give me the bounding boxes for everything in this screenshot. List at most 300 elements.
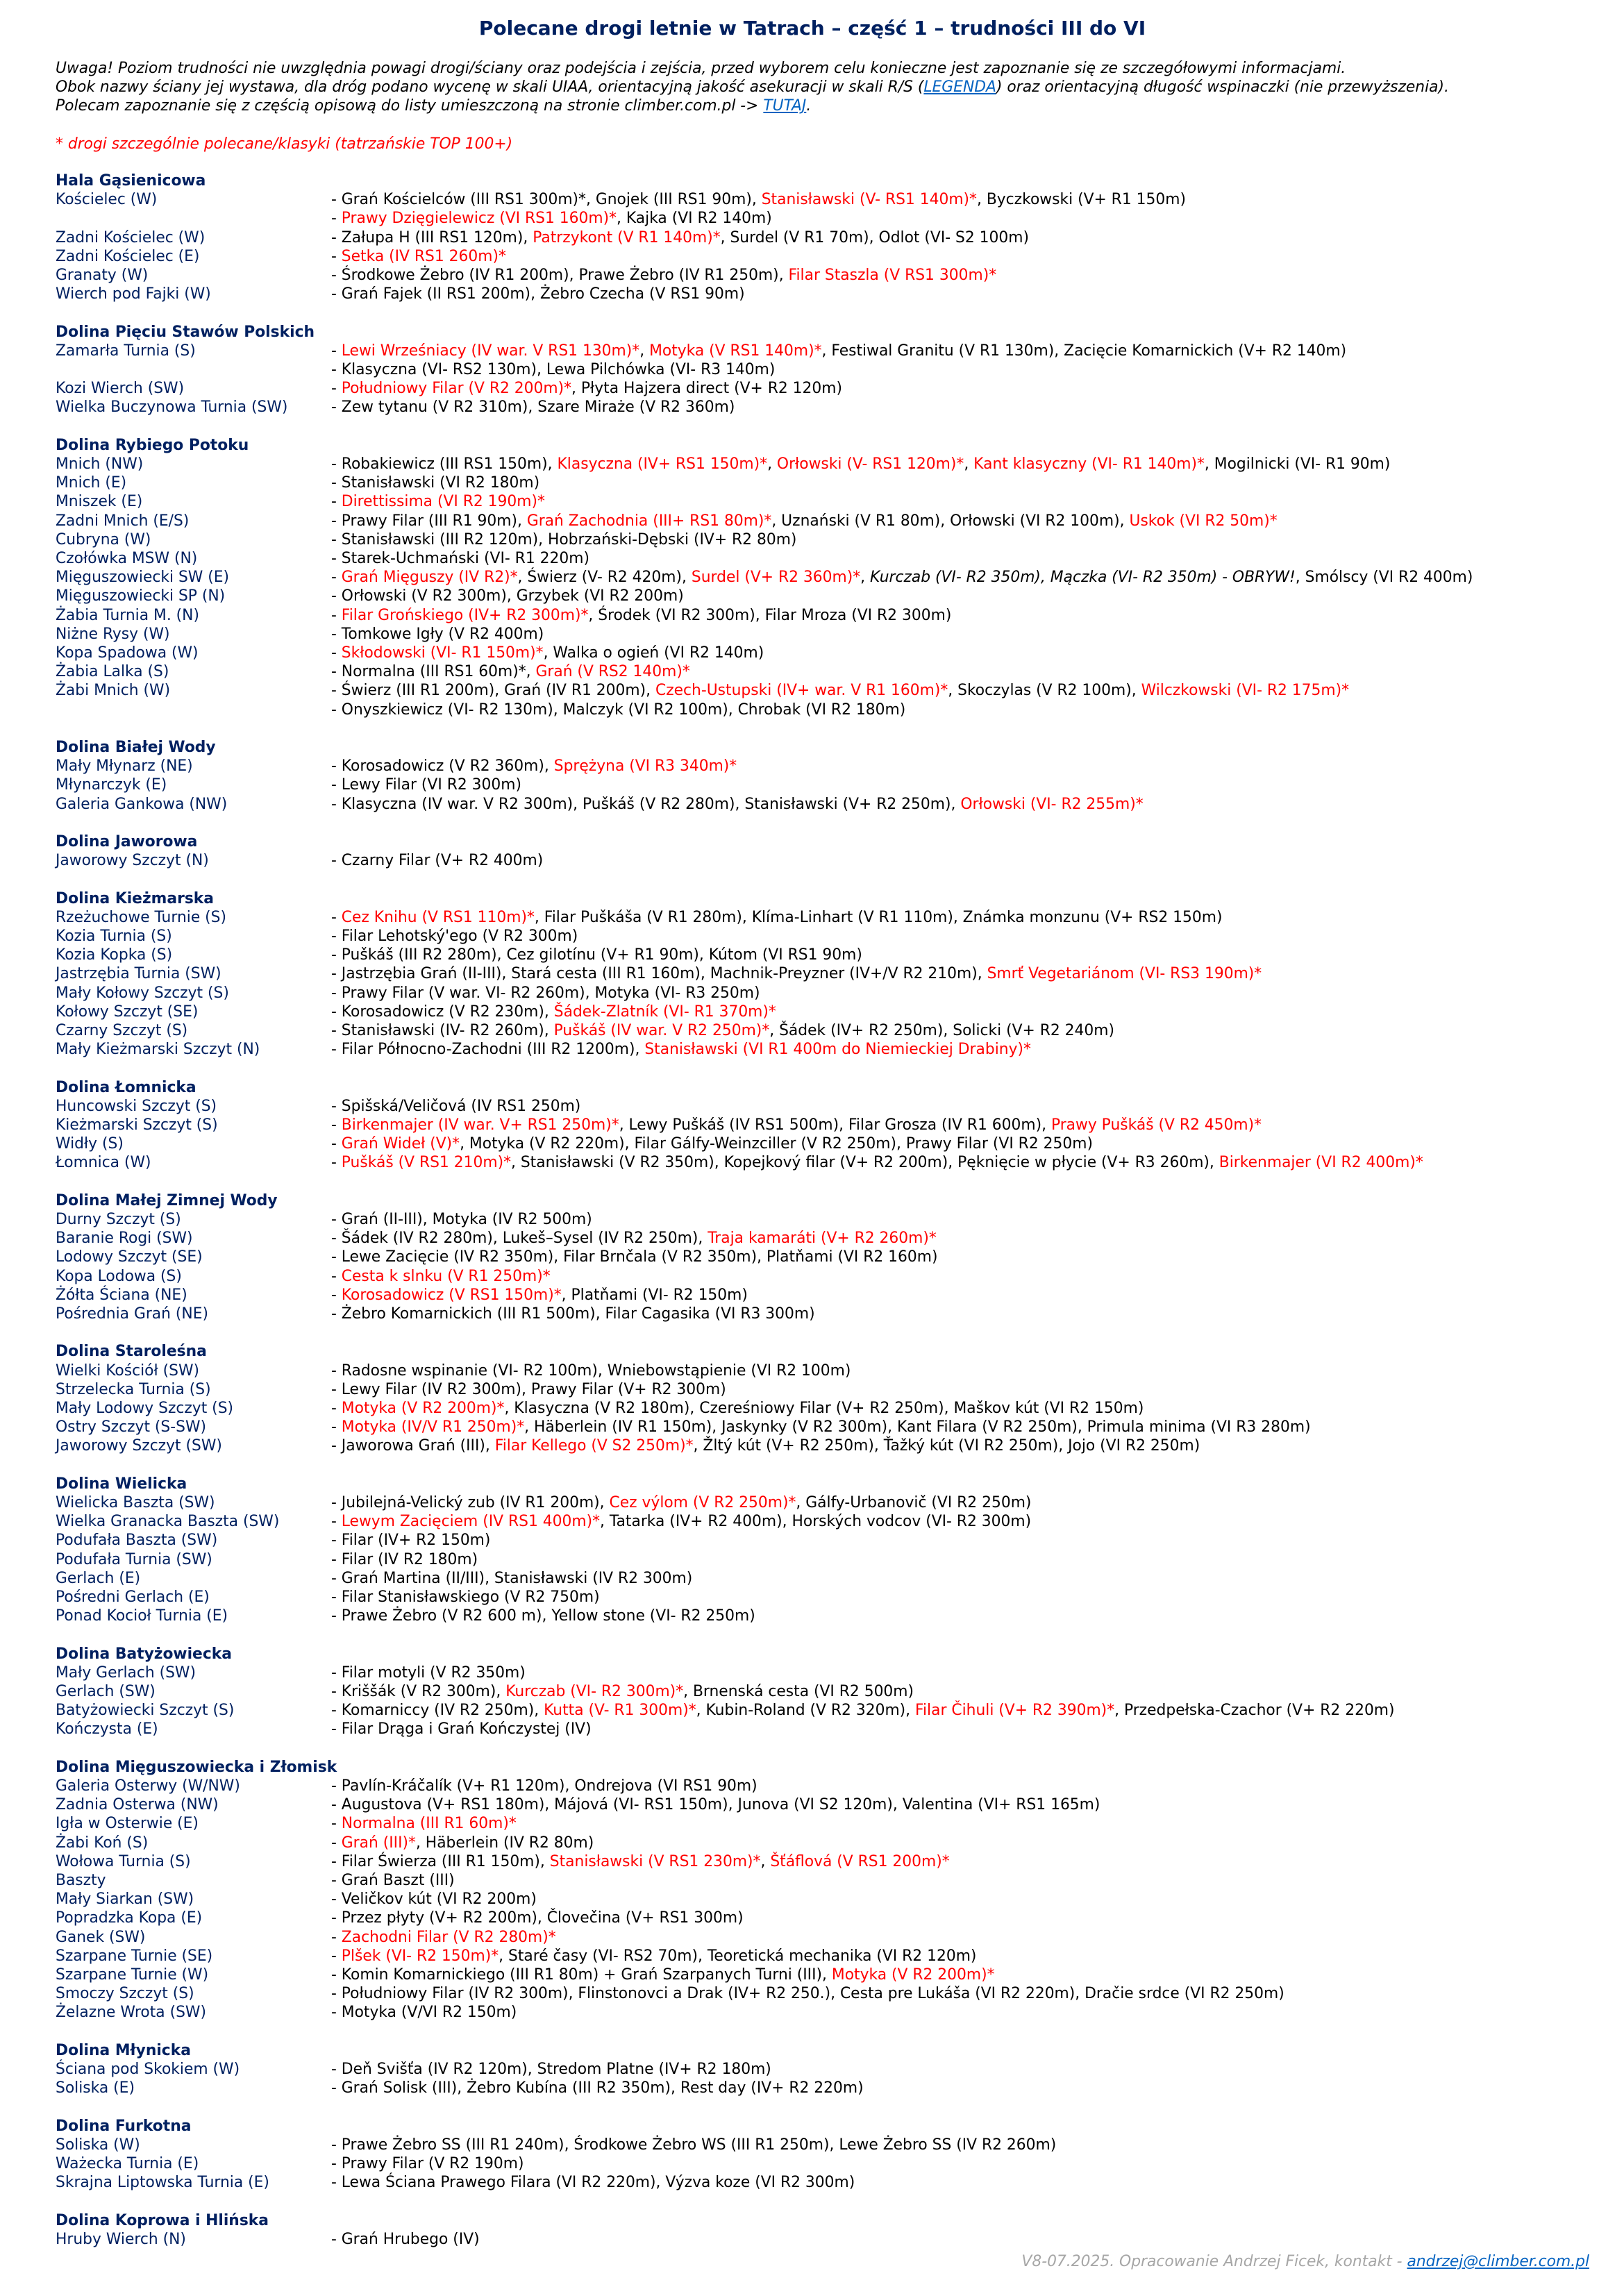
route-text: , Skoczylas (V R2 100m), [948, 682, 1141, 700]
section-heading: Dolina Łomnicka [56, 1078, 196, 1096]
recommended-route: Setka (IV RS1 260m)* [341, 247, 506, 265]
wall-name: Durny Szczyt (S) [56, 1211, 181, 1228]
route-list [331, 662, 690, 681]
wall-name: Popradzka Kopa (E) [56, 1909, 203, 1927]
wall-name: Mały Kieżmarski Szczyt (N) [56, 1041, 260, 1059]
route-text: , Häberlein (IV R2 80m) [415, 1834, 594, 1852]
wall-name: Wielki Kościół (SW) [56, 1361, 199, 1380]
wall-name: Rzeżuchowe Turnie (S) [56, 908, 227, 926]
section-heading: Dolina Rybiego Potoku [56, 436, 249, 454]
route-text: - Stanisławski (III R2 120m), Hobrzański-Dębski (IV+ R2 80m) [331, 530, 797, 548]
wall-name: Zadni Mnich (E/S) [56, 512, 190, 530]
recommended-route: Stanisławski (V RS1 230m)* [549, 1852, 761, 1870]
route-text: - [331, 1135, 342, 1153]
wall-name: Mnich (NW) [56, 455, 144, 473]
route-text: - Jaworowa Grań (III), [331, 1437, 495, 1455]
page-title: Polecane drogi letnie w Tatrach – część 1 – trudności III do VI [478, 17, 1146, 40]
wall-name: Jaworowy Szczyt (SW) [56, 1437, 222, 1455]
wall-name: Soliska (W) [56, 2136, 140, 2154]
route-text: - Lewy Filar (IV R2 300m), Prawy Filar (V+ R2 300m) [331, 1380, 726, 1398]
route-list [331, 1380, 726, 1399]
recommended-route: Lewym Zacięciem (IV RS1 400m)* [341, 1513, 600, 1531]
route-list [331, 228, 1029, 247]
wall-name: Łomnica (W) [56, 1154, 151, 1172]
route-list [331, 1040, 1031, 1059]
route-text: - Żebro Komarnickich (III R1 500m), Filar Cagasika (VI R3 300m) [331, 1305, 815, 1323]
route-list [331, 1701, 1395, 1720]
route-list [331, 2079, 864, 2097]
route-list [331, 1305, 815, 1323]
route-text: - Filar (IV+ R2 150m) [331, 1532, 491, 1550]
recommended-route: Lewi Wrześniacy (IV war. V RS1 130m)* [341, 342, 640, 360]
route-list [331, 795, 1144, 814]
wall-name: Pośrednia Grań (NE) [56, 1305, 208, 1323]
route-list [331, 1966, 995, 1984]
section-heading: Dolina Jaworowa [56, 833, 198, 850]
recommended-route: Filar Kellego (V S2 250m)* [494, 1437, 694, 1455]
route-text: - Filar Północno-Zachodni (III R2 1200m), [331, 1041, 645, 1059]
recommended-route: Grań Wideł (V)* [341, 1135, 460, 1153]
route-text: - Przez płyty (V+ R2 200m), Človečina (V+ RS1 300m) [331, 1909, 744, 1927]
route-list [331, 549, 589, 568]
recommended-route: Cez výlom (V R2 250m)* [609, 1494, 796, 1511]
route-text: - Prawy Filar (V war. VI- R2 260m), Motyka (VI- R3 250m) [331, 984, 760, 1002]
wall-name: Szarpane Turnie (W) [56, 1966, 209, 1984]
route-text: , [964, 455, 974, 473]
recommended-route: Skłodowski (VI- R1 150m)* [341, 644, 544, 662]
recommended-route: Šádek-Zlatník (VI- R1 370m)* [553, 1003, 776, 1021]
wall-name: Igła w Osterwie (E) [56, 1815, 199, 1833]
intro-description-note: Polecam zapoznanie się z częścią opisową do listy umieszczoną na stronie climber.com.pl -> TUTAJ. [56, 97, 812, 115]
recommended-route: Normalna (III R1 60m)* [341, 1815, 517, 1833]
recommended-route: Direttissima (VI R2 190m)* [341, 493, 545, 511]
wall-name: Młynarczyk (E) [56, 776, 167, 794]
wall-name: Żabi Mnich (W) [56, 682, 171, 700]
route-list [331, 1795, 1100, 1814]
footer-credit: V8-07.2025. Opracowanie Andrzej Ficek, kontakt - andrzej@climber.com.pl [1021, 2253, 1589, 2270]
wall-name: Żabia Lalka (S) [56, 663, 169, 681]
recommended-route: Puškáš (IV war. V R2 250m)* [553, 1022, 770, 1039]
recommended-route: Kutta (V- R1 300m)* [544, 1702, 696, 1720]
route-list [331, 681, 1349, 700]
route-text: - Prawe Żebro SS (III R1 240m), Środkowe Żebro WS (III R1 250m), Lewe Żebro SS (IV R2 260m) [331, 2136, 1057, 2154]
route-list [331, 1134, 1093, 1153]
route-list [331, 190, 1186, 209]
route-text: - Filar Stanisławskiego (V R2 750m) [331, 1589, 600, 1606]
recommended-route: Klasyczna (IV+ RS1 150m)* [557, 455, 768, 473]
route-text: , Surdel (V R1 70m), Odlot (VI- S2 100m) [720, 228, 1030, 246]
route-list [331, 908, 1222, 927]
wall-name: Żabia Turnia M. (N) [56, 606, 199, 624]
route-text: , Przedpełska-Czachor (V+ R2 220m) [1114, 1702, 1395, 1720]
contact-email-link[interactable]: andrzej@climber.com.pl [1407, 2253, 1589, 2270]
route-text: , [639, 342, 650, 360]
route-text: - Onyszkiewicz (VI- R2 130m), Malczyk (VI R2 100m), Chrobak (VI R2 180m) [331, 701, 906, 719]
route-text: - Motyka (V/VI R2 150m) [331, 2004, 517, 2022]
wall-name: Kościelec (W) [56, 191, 158, 209]
recommended-route: Traja kamaráti (V+ R2 260m)* [708, 1230, 937, 1248]
route-list [331, 776, 521, 794]
wall-name: Kozi Wierch (SW) [56, 380, 185, 398]
wall-name: Granaty (W) [56, 267, 149, 284]
wall-name: Ponad Kocioł Turnia (E) [56, 1607, 228, 1625]
wall-name: Skrajna Liptowska Turnia (E) [56, 2174, 269, 2192]
route-text: , Häberlein (IV R1 150m), Jaskynky (V R2 300m), Kant Filara (V R2 250m), Primula minima (VI R3 280m) [524, 1418, 1311, 1436]
route-list [331, 1021, 1114, 1040]
route-list [331, 398, 735, 417]
wall-name: Wielicka Baszta (SW) [56, 1494, 215, 1511]
recommended-route: Kant klasyczny (VI- R1 140m)* [973, 455, 1205, 473]
route-text: - Filar Świerza (III R1 150m), [331, 1852, 550, 1870]
route-list [331, 1852, 950, 1871]
section-heading: Dolina Wielicka [56, 1475, 187, 1493]
recommended-route: Motyka (V RS1 140m)* [649, 342, 822, 360]
route-text: - [331, 606, 342, 624]
route-text: - [331, 569, 342, 587]
route-text: , Kubin-Roland (V R2 320m), [696, 1702, 916, 1720]
recommended-route: Birkenmajer (VI R2 400m)* [1219, 1154, 1423, 1172]
wall-name: Mnich (E) [56, 474, 127, 492]
route-list [331, 1890, 537, 1909]
route-text: - [331, 493, 342, 511]
wall-name: Lodowy Szczyt (SE) [56, 1248, 203, 1266]
recommended-route: Patrzykont (V R1 140m)* [533, 228, 721, 246]
route-list [331, 2154, 524, 2173]
recommended-route: Motyka (V R2 200m)* [831, 1966, 995, 1984]
intro-notes [56, 59, 1449, 116]
recommended-route: Grań Mięguszy (IV R2)* [341, 569, 518, 587]
route-list [331, 530, 796, 549]
wall-name: Zamarła Turnia (S) [56, 342, 196, 360]
route-text: , Motyka (V R2 220m), Filar Gálfy-Weinzciller (V R2 250m), Prawy Filar (VI R2 250m) [460, 1135, 1093, 1153]
recommended-route: Grań Zachodnia (III+ RS1 80m)* [526, 512, 772, 530]
wall-name: Podufała Baszta (SW) [56, 1532, 218, 1550]
wall-name: Żółta Ściana (NE) [56, 1286, 187, 1304]
wall-name: Galeria Gankowa (NW) [56, 795, 228, 813]
route-text: - Grań Baszt (III) [331, 1872, 455, 1889]
recommended-route: Stanisławski (VI R1 400m do Niemieckiej Drabiny)* [644, 1041, 1031, 1059]
wall-name: Galeria Osterwy (W/NW) [56, 1777, 240, 1795]
wall-name: Ważecka Turnia (E) [56, 2155, 199, 2172]
route-list [331, 342, 1346, 360]
route-list [331, 2060, 771, 2079]
wall-name: Wielka Buczynowa Turnia (SW) [56, 399, 288, 417]
route-list [331, 587, 684, 605]
recommended-route: Motyka (V R2 200m)* [341, 1400, 505, 1417]
route-list [331, 1909, 744, 1927]
wall-name: Gerlach (SW) [56, 1683, 156, 1700]
route-text: - [331, 1834, 342, 1852]
section-heading: Dolina Kieżmarska [56, 889, 215, 907]
route-text: , Šádek (IV+ R2 250m), Solicki (V+ R2 240m) [769, 1022, 1115, 1039]
route-text: - Załupa H (III RS1 120m), [331, 228, 533, 246]
route-text: - [331, 247, 342, 265]
recommended-route: Stanisławski (V- RS1 140m)* [761, 191, 977, 209]
route-text: - Grań (II-III), Motyka (IV R2 500m) [331, 1211, 592, 1228]
route-text: - [331, 1513, 342, 1531]
intro-warning: Uwaga! Poziom trudności nie uwzględnia powagi drogi/ściany oraz podejścia i zejścia, przed wyborem celu konieczne jest zapoznanie się ze szczegółowymi informacjami. [56, 60, 1346, 77]
wall-name: Żelazne Wrota (SW) [56, 2004, 206, 2022]
route-list [331, 1550, 478, 1569]
route-text: - Grań Hrubego (IV) [331, 2230, 480, 2248]
recommended-route: Motyka (IV/V R1 250m)* [341, 1418, 525, 1436]
route-text: - Orłowski (V R2 300m), Grzybek (VI R2 200m) [331, 587, 684, 605]
route-text: - [331, 1928, 342, 1946]
route-list [331, 1777, 757, 1795]
route-list [331, 1436, 1200, 1455]
recommended-route: Grań (V RS2 140m)* [535, 663, 690, 681]
wall-name: Podufała Turnia (SW) [56, 1550, 212, 1568]
route-list [331, 568, 1473, 587]
route-list [331, 1229, 937, 1248]
route-text: - Grań Martina (II/III), Stanisławski (IV R2 300m) [331, 1569, 693, 1587]
description-link[interactable]: TUTAJ [763, 97, 807, 115]
legend-link[interactable]: LEGENDA [923, 78, 996, 97]
route-text: , Klasyczna (V R2 180m), Czereśniowy Filar (V+ R2 250m), Maškov kút (VI R2 150m) [504, 1400, 1144, 1417]
route-text: - Grań Solisk (III), Żebro Kubína (III R2 350m), Rest day (IV+ R2 220m) [331, 2079, 864, 2097]
section-heading: Hala Gąsienicowa [56, 172, 206, 190]
wall-name: Szarpane Turnie (SE) [56, 1947, 213, 1965]
route-text: - Lewe Zacięcie (IV R2 350m), Filar Brnčala (V R2 350m), Platňami (VI R2 160m) [331, 1248, 938, 1266]
route-list [331, 1928, 556, 1947]
section-heading: Dolina Pięciu Stawów Polskich [56, 323, 315, 341]
recommended-route: Šťáflová (V RS1 200m)* [770, 1852, 950, 1870]
wall-name: Mięguszowiecki SP (N) [56, 587, 226, 605]
route-text: - Pavlín-Kráčalík (V+ R1 120m), Ondrejova (VI RS1 90m) [331, 1777, 757, 1795]
route-list [331, 1871, 455, 1890]
route-text: - Stanisławski (IV- R2 260m), [331, 1022, 554, 1039]
route-text: , Byczkowski (V+ R1 150m) [976, 191, 1186, 209]
wall-name: Czołówka MSW (N) [56, 550, 198, 567]
wall-name: Mały Lodowy Szczyt (S) [56, 1400, 234, 1417]
wall-name: Zadnia Osterwa (NW) [56, 1796, 219, 1814]
route-text: - Filar motyli (V R2 350m) [331, 1664, 526, 1682]
route-text: - Augustova (V+ RS1 180m), Májová (VI- RS1 150m), Junova (VI S2 120m), Valentina (VI+ RS1 165m) [331, 1796, 1100, 1814]
recommended-route: Cesta k slnku (V R1 250m)* [341, 1267, 551, 1285]
route-list [331, 1267, 551, 1286]
route-list [331, 625, 544, 644]
wall-name: Cubryna (W) [56, 530, 151, 548]
route-text: - Filar (IV R2 180m) [331, 1550, 478, 1568]
wall-name: Baszty [56, 1872, 106, 1889]
recommended-route: Orłowski (VI- R2 255m)* [960, 795, 1144, 813]
recommended-route: Czech-Ustupski (IV+ war. V R1 160m)* [655, 682, 948, 700]
wall-name: Hruby Wierch (N) [56, 2230, 186, 2248]
route-list [331, 851, 543, 870]
wall-name: Ostry Szczyt (S-SW) [56, 1418, 207, 1436]
wall-name: Ściana pod Skokiem (W) [56, 2061, 240, 2078]
route-text: - Robakiewicz (III RS1 150m), [331, 455, 558, 473]
route-list [331, 1664, 526, 1682]
wall-name: Kopa Spadowa (W) [56, 644, 199, 662]
route-text: - Środkowe Żebro (IV R1 200m), Prawe Żebro (IV R1 250m), [331, 267, 789, 284]
route-text: , Walka o ogień (VI R2 140m) [543, 644, 764, 662]
route-text: - Šádek (IV R2 280m), Lukeš–Sysel (IV R2 250m), [331, 1230, 708, 1248]
route-text: , Gálfy-Urbanovič (VI R2 250m) [796, 1494, 1032, 1511]
route-text: - Prawy Filar (III R1 90m), [331, 512, 527, 530]
route-list [331, 1153, 1423, 1172]
route-list [331, 1834, 594, 1852]
route-list [331, 285, 745, 303]
route-list [331, 379, 842, 398]
section-heading: Dolina Furkotna [56, 2117, 192, 2135]
recommended-route: Korosadowicz (V RS1 150m)* [341, 1286, 562, 1304]
route-list [331, 360, 775, 379]
wall-name: Żabi Koń (S) [56, 1834, 149, 1852]
wall-name: Kozia Turnia (S) [56, 928, 172, 945]
route-text: , Platňami (VI- R2 150m) [561, 1286, 748, 1304]
route-list [331, 1210, 592, 1229]
route-text: - [331, 1400, 342, 1417]
wall-name: Soliska (E) [56, 2079, 135, 2097]
route-text: , Staré časy (VI- RS2 70m), Teoretická mechanika (VI R2 120m) [499, 1947, 977, 1965]
wall-name: Smoczy Szczyt (S) [56, 1985, 194, 2003]
route-list [331, 512, 1278, 530]
recommended-route: Puškáš (V RS1 210m)* [341, 1154, 511, 1172]
route-text: , Filar Puškáša (V R1 280m), Klíma-Linhart (V R1 110m), Známka monzunu (V+ RS2 150m) [534, 908, 1223, 926]
wall-name: Wierch pod Fajki (W) [56, 285, 211, 303]
route-text: , [767, 455, 777, 473]
route-list [331, 2003, 517, 2022]
section-heading: Dolina Batyżowiecka [56, 1645, 232, 1663]
recommended-route: Wilczkowski (VI- R2 175m)* [1141, 682, 1350, 700]
route-text: - [331, 1154, 342, 1172]
recommended-route: Filar Staszla (V RS1 300m)* [788, 267, 997, 284]
wall-name: Wołowa Turnia (S) [56, 1852, 191, 1870]
route-text: - Starek-Uchmański (VI- R1 220m) [331, 550, 589, 567]
route-text: - Filar Lehotský'ego (V R2 300m) [331, 928, 578, 945]
route-list [331, 701, 905, 719]
route-text: , Świerz (V- R2 420m), [517, 569, 692, 587]
route-text: - Radosne wspinanie (VI- R2 100m), Wniebowstąpienie (VI R2 100m) [331, 1361, 851, 1380]
route-text: , Środek (VI R2 300m), Filar Mroza (VI R2 300m) [588, 606, 952, 624]
route-text: - [331, 1267, 342, 1285]
wall-name: Kozia Kopka (S) [56, 946, 173, 964]
recommended-route: Plšek (VI- R2 150m)* [341, 1947, 499, 1965]
route-text: - Jubilejná-Velický zub (IV R1 200m), [331, 1494, 610, 1511]
route-text: - Deň Svišťa (IV R2 120m), Stredom Platne (IV+ R2 180m) [331, 2061, 771, 2078]
route-text: - Lewy Filar (VI R2 300m) [331, 776, 521, 794]
route-text: , Uznański (V R1 80m), Orłowski (VI R2 100m), [771, 512, 1130, 530]
route-text: , Lewy Puškáš (IV RS1 500m), Filar Grosza (IV R1 600m), [619, 1116, 1051, 1134]
wall-name: Wielka Granacka Baszta (SW) [56, 1513, 280, 1531]
section-heading: Dolina Małej Zimnej Wody [56, 1191, 278, 1209]
route-list [331, 1569, 692, 1588]
route-list [331, 1814, 517, 1833]
route-text: - [331, 1116, 342, 1134]
route-text: - Stanisławski (VI R2 180m) [331, 474, 540, 492]
route-text: - Puškáš (III R2 280m), Cez gilotínu (V+ R1 90m), Kútom (VI RS1 90m) [331, 946, 862, 964]
recommended-route: Kurczab (VI- R2 300m)* [505, 1683, 684, 1700]
route-text: - Klasyczna (IV war. V R2 300m), Puškáš (V R2 280m), Stanisławski (V+ R2 250m), [331, 795, 961, 813]
recommended-route: Birkenmajer (IV war. V+ RS1 250m)* [341, 1116, 619, 1134]
route-text: - [331, 342, 342, 360]
wall-name: Jastrzębia Turnia (SW) [56, 965, 221, 983]
recommended-route: Prawy Dzięgielewicz (VI RS1 160m)* [341, 210, 617, 228]
route-text: - Komarniccy (IV R2 250m), [331, 1702, 544, 1720]
route-text: - Klasyczna (VI- RS2 130m), Lewa Pilchówka (VI- R3 140m) [331, 361, 776, 378]
wall-name: Pośredni Gerlach (E) [56, 1589, 210, 1606]
wall-name: Mniszek (E) [56, 493, 143, 511]
route-text: - Lewa Ściana Prawego Filara (VI R2 220m), Výzva koze (VI R2 300m) [331, 2174, 855, 2192]
route-list [331, 1720, 592, 1738]
wall-name: Ganek (SW) [56, 1928, 146, 1946]
wall-name: Mały Młynarz (NE) [56, 757, 193, 776]
wall-name: Zadni Kościelec (E) [56, 247, 200, 265]
section-heading: Dolina Staroleśna [56, 1343, 207, 1361]
route-list [331, 1531, 490, 1550]
route-list [331, 1361, 851, 1380]
wall-name: Czarny Szczyt (S) [56, 1022, 188, 1039]
route-list [331, 2230, 480, 2249]
recommended-route: Smrť Vegetariánom (VI- RS3 190m)* [987, 965, 1262, 983]
route-text: - Prawe Żebro (V R2 600 m), Yellow stone (VI- R2 250m) [331, 1607, 755, 1625]
recommended-route: Prawy Puškáš (V R2 450m)* [1050, 1116, 1262, 1134]
route-list [331, 1682, 914, 1701]
wall-name: Gerlach (E) [56, 1569, 141, 1587]
wall-name: Batyżowiecki Szczyt (S) [56, 1702, 235, 1720]
route-list [331, 1607, 755, 1625]
wall-name: Zadni Kościelec (W) [56, 228, 206, 246]
route-text: , Płyta Hajzera direct (V+ R2 120m) [571, 380, 843, 398]
route-list [331, 247, 506, 266]
wall-name: Kołowy Szczyt (SE) [56, 1003, 199, 1021]
route-text: Kurczab (VI- R2 350m), Mączka (VI- R2 350m) - OBRYW! [869, 569, 1296, 587]
route-text: , Brnenská cesta (VI R2 500m) [683, 1683, 914, 1700]
route-text: - Krišš̌ák (V R2 300m), [331, 1683, 506, 1700]
route-list [331, 209, 772, 228]
route-text: - [331, 210, 342, 228]
route-list [331, 1493, 1031, 1512]
wall-name: Mięguszowiecki SW (E) [56, 569, 230, 587]
route-list [331, 492, 545, 511]
wall-name: Jaworowy Szczyt (N) [56, 852, 209, 870]
wall-name: Mały Siarkan (SW) [56, 1891, 194, 1909]
route-text: - [331, 908, 342, 926]
route-text: - Grań Fajek (II RS1 200m), Żebro Czecha (V RS1 90m) [331, 285, 745, 303]
route-text: , [760, 1852, 771, 1870]
wall-name: Mały Gerlach (SW) [56, 1664, 196, 1682]
route-list [331, 1947, 976, 1966]
route-list [331, 1097, 580, 1116]
route-list [331, 474, 539, 492]
route-list [331, 455, 1390, 474]
wall-name: Widły (S) [56, 1135, 124, 1153]
recommended-route: Filar Grońskiego (IV+ R2 300m)* [341, 606, 589, 624]
wall-name: Huncowski Szczyt (S) [56, 1097, 217, 1115]
wall-name: Baranie Rogi (SW) [56, 1230, 193, 1248]
route-text: - Filar Drąga i Grań Kończystej (IV) [331, 1720, 592, 1738]
section-heading: Dolina Mięguszowiecka i Złomisk [56, 1758, 337, 1776]
route-text: - Korosadowicz (V R2 230m), [331, 1003, 554, 1021]
intro-scale-note: Obok nazwy ściany jej wystawa, dla dróg podano wycenę w skali UIAA, orientacyjną jakość asekuracji w skali R/S (LEGENDA) oraz orientacyjną długość wspinaczki (nie przewyższenia). [56, 78, 1449, 97]
recommended-route: Zachodni Filar (V R2 280m)* [341, 1928, 556, 1946]
route-text: - Veličkov kút (VI R2 200m) [331, 1891, 537, 1909]
wall-name: Kończysta (E) [56, 1720, 158, 1738]
section-heading: Dolina Młynicka [56, 2041, 191, 2059]
route-text: - [331, 1286, 342, 1304]
wall-name: Kieżmarski Szczyt (S) [56, 1116, 218, 1134]
route-text: - [331, 1947, 342, 1965]
route-text: , Smólscy (VI R2 400m) [1295, 569, 1473, 587]
route-text: - Normalna (III RS1 60m)*, [331, 663, 536, 681]
route-list [331, 1399, 1144, 1418]
route-text: , Festiwal Granitu (V R1 130m), Zacięcie Komarnickich (V+ R2 140m) [821, 342, 1347, 360]
route-list [331, 1512, 1031, 1531]
route-list [331, 266, 996, 285]
route-text: , [860, 569, 870, 587]
route-list [331, 1418, 1311, 1436]
